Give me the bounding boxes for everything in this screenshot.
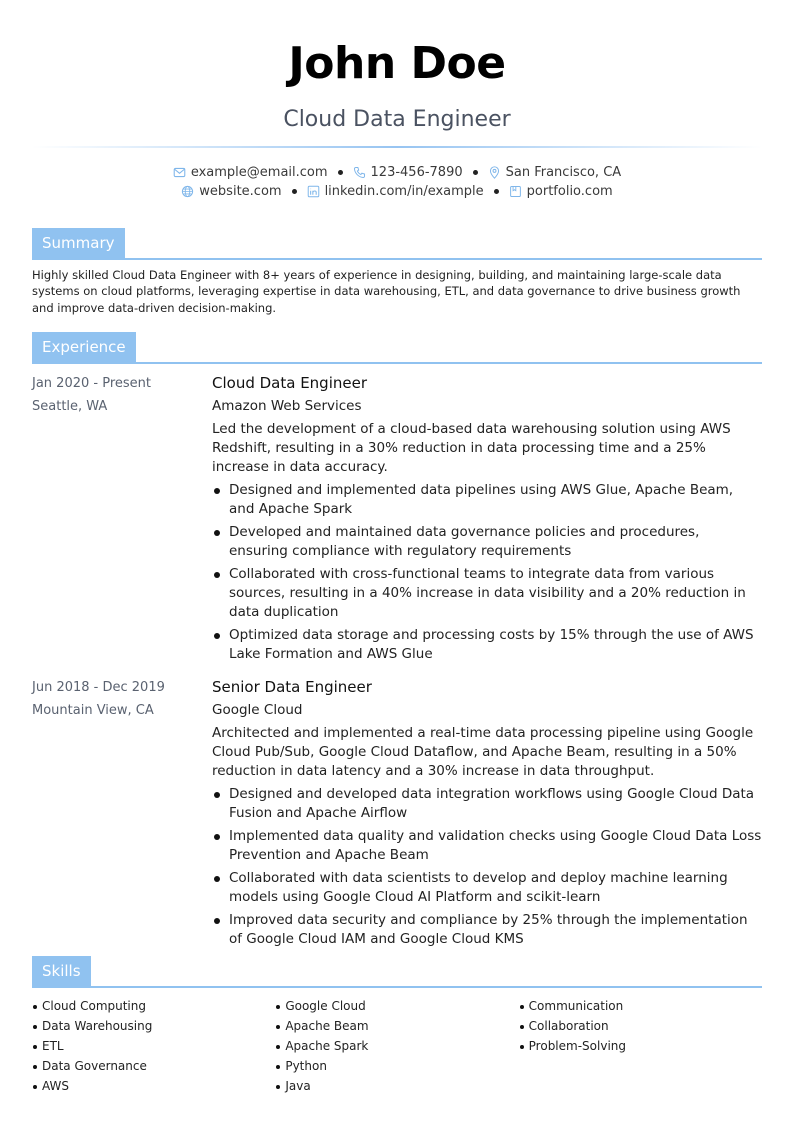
- experience-label: Experience: [32, 332, 136, 362]
- portfolio-text: portfolio.com: [526, 184, 613, 199]
- skill-item: [275, 1036, 518, 1056]
- bullet-text: Implemented data quality and validation checks using Google Cloud Data Loss Prevention and Apache Beam: [229, 828, 762, 863]
- job-title: Cloud Data Engineer: [212, 374, 368, 392]
- bullet-icon: [214, 633, 220, 639]
- bullet-icon: [214, 834, 220, 840]
- skill-text: Google Cloud: [285, 999, 366, 1013]
- contact-separator: [292, 189, 297, 194]
- skill-text: ETL: [42, 1039, 64, 1053]
- skill-text: Data Warehousing: [42, 1019, 153, 1033]
- bullet-icon: [276, 1085, 280, 1089]
- list-item: [212, 827, 762, 865]
- contact-email[interactable]: [173, 163, 328, 182]
- skills-column: [32, 996, 275, 1096]
- bullet-icon: [33, 1085, 37, 1089]
- bullet-icon: [214, 572, 220, 578]
- experience-heading: [32, 332, 762, 364]
- email-text: example@email.com: [190, 165, 328, 180]
- job-details: [212, 676, 762, 953]
- email-icon: [173, 166, 186, 179]
- bullet-text: Developed and maintained data governance policies and procedures, ensuring compliance with regulatory requirements: [229, 524, 700, 559]
- location-pin-icon: [488, 166, 501, 179]
- summary-label: Summary: [32, 228, 125, 258]
- contact-separator: [338, 170, 343, 175]
- job-dates: Jun 2018 - Dec 2019: [32, 680, 165, 695]
- skill-item: [32, 1076, 275, 1096]
- skills-section: [32, 956, 762, 1096]
- skill-item: [519, 1016, 762, 1036]
- contact-info: [0, 163, 794, 201]
- bullet-icon: [33, 1045, 37, 1049]
- bullet-icon: [33, 1025, 37, 1029]
- bullet-icon: [520, 1005, 524, 1009]
- website-text: website.com: [199, 184, 282, 199]
- job-bullets: [212, 785, 762, 949]
- job-meta: [32, 372, 212, 668]
- contact-row-1: [0, 163, 794, 182]
- skill-item: [519, 996, 762, 1016]
- bullet-text: Designed and implemented data pipelines using AWS Glue, Apache Beam, and Apache Spark: [229, 482, 734, 517]
- list-item: [212, 565, 762, 622]
- skill-item: [32, 1056, 275, 1076]
- list-item: [212, 911, 762, 949]
- job-entry: [32, 676, 762, 953]
- job-dates: Jan 2020 - Present: [32, 376, 151, 391]
- skills-column: [275, 996, 518, 1096]
- globe-icon: [181, 185, 194, 198]
- bullet-icon: [214, 530, 220, 536]
- candidate-title: Cloud Data Engineer: [283, 107, 511, 132]
- portfolio-icon: [509, 185, 522, 198]
- skill-item: [32, 996, 275, 1016]
- phone-icon: [353, 166, 366, 179]
- skill-item: [519, 1036, 762, 1056]
- job-meta: [32, 676, 212, 953]
- bullet-icon: [33, 1065, 37, 1069]
- candidate-name: John Doe: [288, 38, 506, 89]
- resume-header: [0, 0, 794, 148]
- bullet-icon: [520, 1025, 524, 1029]
- summary-section: [32, 228, 762, 316]
- skill-item: [275, 1076, 518, 1096]
- bullet-text: Designed and developed data integration workflows using Google Cloud Data Fusion and Apache Airflow: [229, 786, 755, 821]
- list-item: [212, 523, 762, 561]
- linkedin-icon: [307, 185, 320, 198]
- skills-label: Skills: [32, 956, 91, 986]
- job-details: [212, 372, 762, 668]
- summary-heading: [32, 228, 762, 260]
- bullet-icon: [276, 1025, 280, 1029]
- skill-text: Apache Spark: [285, 1039, 369, 1053]
- skill-text: Java: [285, 1079, 311, 1093]
- skill-text: Problem-Solving: [528, 1039, 626, 1053]
- bullet-icon: [33, 1005, 37, 1009]
- contact-separator: [494, 189, 499, 194]
- skill-item: [275, 996, 518, 1016]
- job-description: Architected and implemented a real-time data processing pipeline using Google Cloud Pub/Sub, Google Cloud Dataflow, and Apache Beam, resulting in a 50% reduction in data latency and a 30% increase in data throughput.: [212, 725, 754, 779]
- header-divider: [32, 146, 762, 148]
- bullet-icon: [214, 792, 220, 798]
- job-title: Senior Data Engineer: [212, 678, 372, 696]
- bullet-icon: [214, 488, 220, 494]
- contact-phone[interactable]: [353, 163, 463, 182]
- job-description: Led the development of a cloud-based data warehousing solution using AWS Redshift, resulting in a 30% reduction in data processing time and a 25% increase in data accuracy.: [212, 421, 731, 475]
- contact-linkedin[interactable]: [307, 182, 484, 201]
- contact-portfolio[interactable]: [509, 182, 613, 201]
- contact-separator: [473, 170, 478, 175]
- bullet-icon: [214, 876, 220, 882]
- list-item: [212, 626, 762, 664]
- contact-website[interactable]: [181, 182, 281, 201]
- list-item: [212, 481, 762, 519]
- bullet-text: Improved data security and compliance by 25% through the implementation of Google Cloud IAM and Google Cloud KMS: [229, 912, 748, 947]
- experience-section: [32, 332, 762, 953]
- list-item: [212, 785, 762, 823]
- skill-text: Data Governance: [42, 1059, 147, 1073]
- skill-item: [32, 1016, 275, 1036]
- bullet-text: Collaborated with cross-functional teams to integrate data from various sources, resulting in a 40% increase in data visibility and a 20% reduction in data duplication: [229, 566, 746, 620]
- location-text: San Francisco, CA: [505, 165, 622, 180]
- skill-text: Python: [285, 1059, 327, 1073]
- bullet-text: Optimized data storage and processing costs by 15% through the use of AWS Lake Formation and AWS Glue: [229, 627, 754, 662]
- contact-row-2: [0, 182, 794, 201]
- bullet-icon: [276, 1045, 280, 1049]
- bullet-text: Collaborated with data scientists to develop and deploy machine learning models using Google Cloud AI Platform and scikit-learn: [229, 870, 728, 905]
- contact-location: [488, 163, 622, 182]
- job-company: Amazon Web Services: [212, 398, 362, 414]
- skill-item: [275, 1016, 518, 1036]
- skill-item: [275, 1056, 518, 1076]
- summary-text: Highly skilled Cloud Data Engineer with 8+ years of experience in designing, building, and maintaining large-scale data systems on cloud platforms, leveraging expertise in data warehousing, ETL, and data governance to drive business growth and improve data-driven decision-making.: [32, 268, 741, 315]
- job-location: Mountain View, CA: [32, 703, 154, 718]
- list-item: [212, 869, 762, 907]
- linkedin-text: linkedin.com/in/example: [324, 184, 484, 199]
- skills-heading: [32, 956, 762, 988]
- phone-text: 123-456-7890: [370, 165, 463, 180]
- skill-text: Apache Beam: [285, 1019, 369, 1033]
- skill-text: Collaboration: [528, 1019, 609, 1033]
- skill-text: Cloud Computing: [42, 999, 146, 1013]
- skill-text: AWS: [42, 1079, 70, 1093]
- bullet-icon: [214, 918, 220, 924]
- job-company: Google Cloud: [212, 702, 303, 718]
- bullet-icon: [276, 1005, 280, 1009]
- bullet-icon: [276, 1065, 280, 1069]
- skill-item: [32, 1036, 275, 1056]
- job-bullets: [212, 481, 762, 664]
- job-entry: [32, 372, 762, 668]
- skills-column: [519, 996, 762, 1096]
- bullet-icon: [520, 1045, 524, 1049]
- job-location: Seattle, WA: [32, 399, 108, 414]
- skills-grid: [32, 996, 762, 1096]
- skill-text: Communication: [528, 999, 624, 1013]
